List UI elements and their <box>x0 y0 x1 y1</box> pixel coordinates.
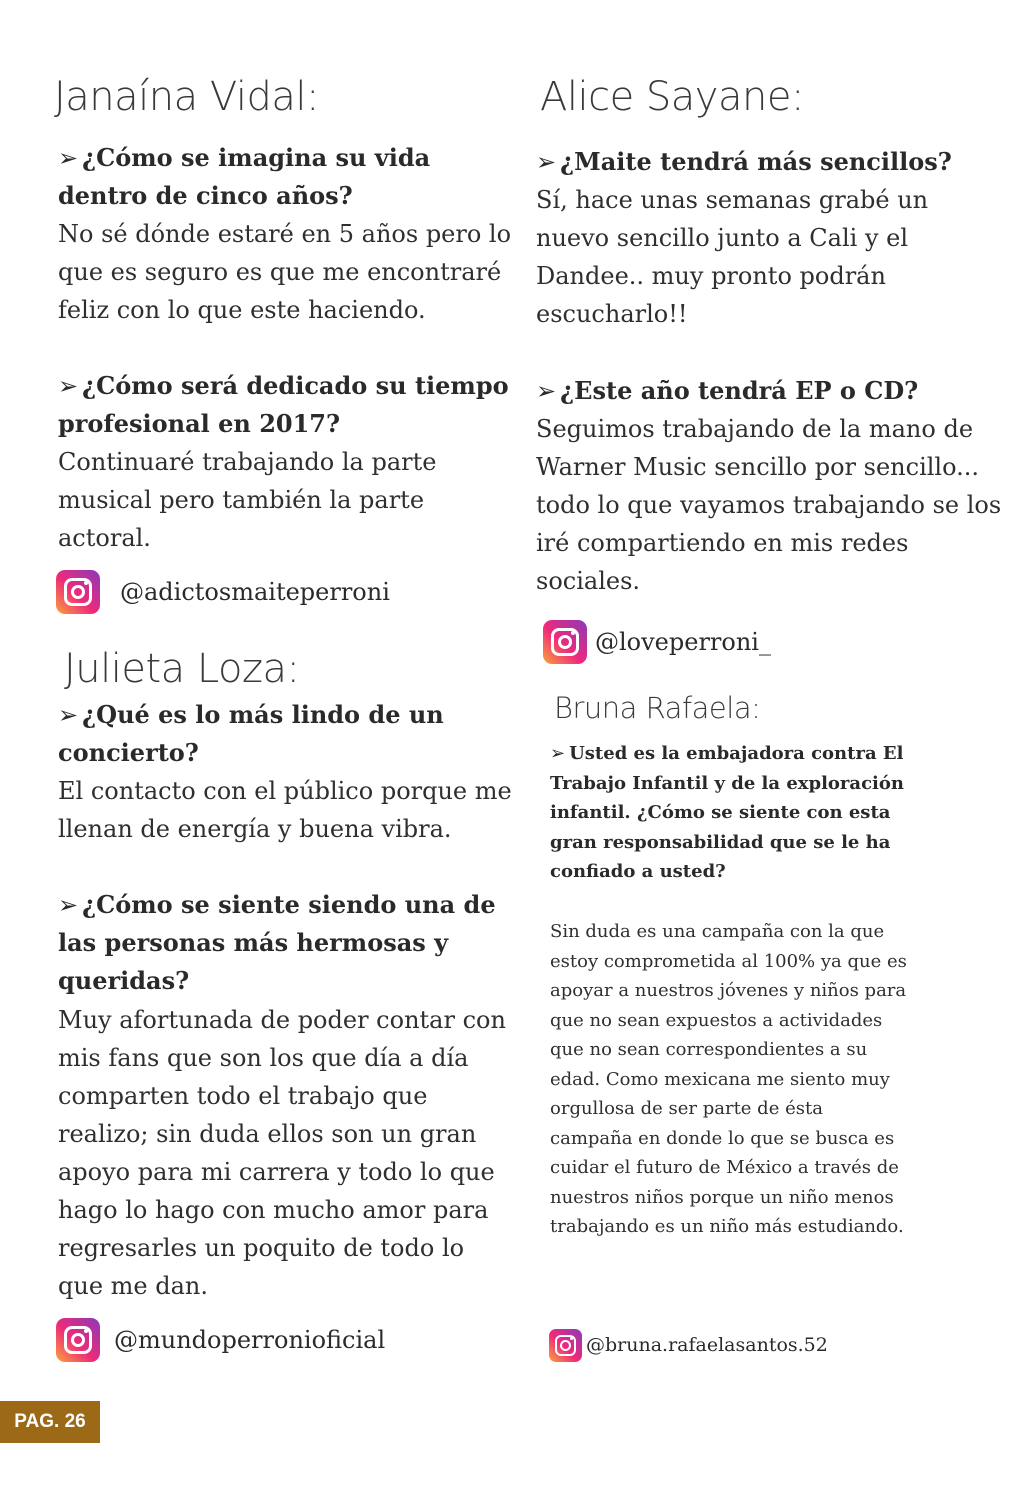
page-number-badge: PAG. 26 <box>0 1401 100 1443</box>
question-alice-2: ➢ ¿Este año tendrá EP o CD? <box>536 376 919 405</box>
arrowhead-bullet-icon: ➢ <box>58 891 79 919</box>
question-bruna-1: ➢ Usted es la embajadora contra El Trabajo Infantil y de la exploración infantil. ¿Cómo se siente con esta gran responsabilidad que se le ha confiado a usted? <box>550 743 904 882</box>
instagram-handle-julieta[interactable] <box>56 1318 385 1362</box>
instagram-icon <box>549 1329 582 1362</box>
question-janaina-2: ➢ ¿Cómo será dedicado su tiempo profesional en 2017? <box>58 371 509 438</box>
question-julieta-2: ➢ ¿Cómo se siente siendo una de las personas más hermosas y queridas? <box>58 890 496 995</box>
arrowhead-bullet-icon: ➢ <box>536 148 557 176</box>
answer-julieta-2: Muy afortunada de poder contar con mis fans que son los que día a día comparten todo el trabajo que realizo; sin duda ellos son un gran apoyo para mi carrera y todo lo que hago lo hago con mucho amor para regresarles un poquito de todo lo que me dan. <box>58 1006 506 1300</box>
answer-bruna-1: Sin duda es una campaña con la que estoy comprometida al 100% ya que es apoyar a nuestros jóvenes y niños para que no sean expuestos a actividades que no sean correspondientes a su edad. Como mexicana me siento muy orgullosa de ser parte de ésta campaña en donde lo que se busca es cuidar el futuro de México a través de nuestros niños porque un niño menos trabajando es un niño más estudiando. <box>550 921 907 1237</box>
question-julieta-1: ➢ ¿Qué es lo más lindo de un concierto? <box>58 700 444 767</box>
instagram-handle-text: @loveperroni_ <box>595 628 771 656</box>
question-alice-1: ➢ ¿Maite tendrá más sencillos? <box>536 147 952 176</box>
answer-julieta-1: El contacto con el público porque me llenan de energía y buena vibra. <box>58 777 512 843</box>
instagram-handle-bruna[interactable] <box>549 1328 828 1362</box>
instagram-icon <box>56 1318 100 1362</box>
instagram-icon <box>56 570 100 614</box>
arrowhead-bullet-icon: ➢ <box>58 144 79 172</box>
instagram-handle-text: @adictosmaiteperroni <box>120 578 390 606</box>
interviewee-name-alice: Alice Sayane: <box>540 74 804 120</box>
answer-janaina-1: No sé dónde estaré en 5 años pero lo que es seguro es que me encontraré feliz con lo que este haciendo. <box>58 220 512 324</box>
instagram-icon <box>543 620 587 664</box>
instagram-handle-text: @mundoperronioficial <box>114 1326 386 1354</box>
instagram-handle-text: @bruna.rafaelasantos.52 <box>586 1334 828 1356</box>
arrowhead-bullet-icon: ➢ <box>536 377 557 405</box>
interviewee-name-janaina: Janaína Vidal: <box>54 74 319 120</box>
arrowhead-bullet-icon: ➢ <box>550 743 566 764</box>
interviewee-name-julieta: Julieta Loza: <box>64 646 300 692</box>
instagram-handle-alice[interactable] <box>543 620 771 664</box>
answer-alice-2: Seguimos trabajando de la mano de Warner Music sencillo por sencillo... todo lo que vayamos trabajando se los iré compartiendo en mis redes sociales. <box>536 415 1002 595</box>
instagram-handle-janaina[interactable] <box>56 570 390 614</box>
question-janaina-1: ➢ ¿Cómo se imagina su vida dentro de cinco años? <box>58 143 431 210</box>
answer-janaina-2: Continuaré trabajando la parte musical pero también la parte actoral. <box>58 448 437 552</box>
answer-alice-1: Sí, hace unas semanas grabé un nuevo sencillo junto a Cali y el Dandee.. muy pronto podrán escucharlo!! <box>536 186 929 328</box>
interviewee-name-bruna: Bruna Rafaela: <box>554 691 761 725</box>
arrowhead-bullet-icon: ➢ <box>58 701 79 729</box>
arrowhead-bullet-icon: ➢ <box>58 372 79 400</box>
